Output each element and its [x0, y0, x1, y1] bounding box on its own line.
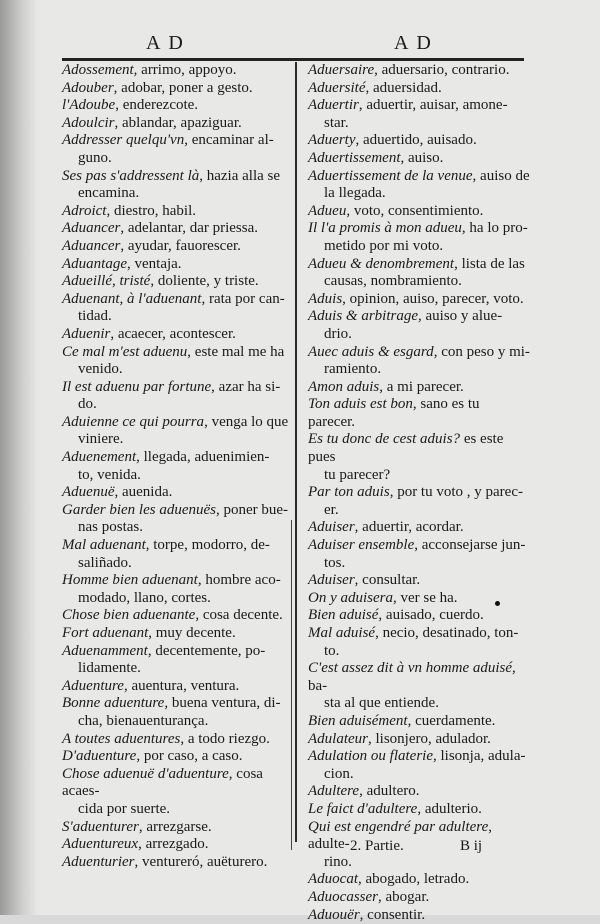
dictionary-entry — [62, 168, 294, 203]
dictionary-entry — [308, 801, 530, 819]
entry-definition: , arrezgarse. — [139, 819, 212, 835]
entry-continuation: cha, bienauenturança. — [62, 713, 294, 731]
dictionary-entry — [308, 519, 530, 537]
dictionary-entry — [62, 344, 294, 379]
dictionary-entry — [62, 643, 294, 678]
entry-continuation: cida por suerte. — [62, 801, 294, 819]
entry-headword: Aduerty — [308, 132, 355, 148]
entry-headword: Il est aduenu par fortune — [62, 379, 211, 395]
entry-definition: , abogado, letrado. — [358, 871, 469, 887]
entry-continuation: do. — [62, 396, 294, 414]
entry-headword: Chose aduenuë d'aduenture — [62, 766, 229, 782]
entry-headword: Aduenamment — [62, 643, 148, 659]
dictionary-entry — [308, 537, 530, 572]
entry-definition: , aduersidad. — [366, 80, 442, 96]
entry-definition: , ventaja. — [127, 256, 182, 272]
entry-continuation: nas postas. — [62, 519, 294, 537]
entry-continuation: viniere. — [62, 431, 294, 449]
entry-continuation: modado, llano, cortes. — [62, 590, 294, 608]
entry-headword: Aduenir — [62, 326, 110, 342]
dictionary-entry — [62, 203, 294, 221]
entry-definition: , adultero. — [359, 783, 419, 799]
dictionary-entry — [308, 291, 530, 309]
entry-definition: , cuerdamente. — [408, 713, 496, 729]
dictionary-entry — [308, 871, 530, 889]
column-divider — [295, 62, 297, 842]
dictionary-entry — [308, 379, 530, 397]
entry-definition: , necio, desatinado, ton- — [375, 625, 518, 641]
dictionary-entry — [308, 713, 530, 731]
entry-headword: A toutes aduentures — [62, 731, 180, 747]
entry-continuation: tidad. — [62, 308, 294, 326]
left-column — [62, 62, 294, 871]
header-right: A D — [394, 32, 433, 55]
entry-definition: , hazia alla se — [199, 168, 280, 184]
entry-continuation: encamina. — [62, 185, 294, 203]
dictionary-entry — [62, 678, 294, 696]
entry-definition: , adulterio. — [417, 801, 482, 817]
dictionary-entry — [62, 326, 294, 344]
dictionary-entry — [308, 256, 530, 291]
right-column — [308, 62, 530, 924]
dictionary-entry — [62, 537, 294, 572]
entry-headword: Aduocasser — [308, 889, 378, 905]
dictionary-entry — [308, 572, 530, 590]
entry-headword: Ses pas s'addressent là — [62, 168, 199, 184]
entry-definition: , aduersario, contrario. — [374, 62, 509, 78]
entry-definition: es este pues — [308, 431, 503, 465]
entry-definition: , acaecer, acontescer. — [110, 326, 236, 342]
entry-headword: Aduertissement de la venue — [308, 168, 473, 184]
entry-definition: , buena ventura, di- — [164, 695, 280, 711]
dictionary-entry — [308, 344, 530, 379]
dictionary-entry — [308, 660, 530, 713]
entry-definition: , decentemente, po- — [148, 643, 265, 659]
dictionary-entry — [308, 220, 530, 255]
entry-definition: , auisado, cuerdo. — [378, 607, 483, 623]
dictionary-entry — [62, 62, 294, 80]
dictionary-entry — [62, 449, 294, 484]
entry-headword: Mal aduisé — [308, 625, 375, 641]
entry-definition: , lista de las — [454, 256, 525, 272]
dictionary-entry — [62, 819, 294, 837]
entry-definition: , auiso de — [473, 168, 530, 184]
entry-headword: Aduertir — [308, 97, 359, 113]
entry-definition: , ablandar, apaziguar. — [115, 115, 242, 131]
dictionary-entry — [308, 203, 530, 221]
dictionary-entry — [308, 97, 530, 132]
dictionary-entry — [62, 731, 294, 749]
dictionary-entry — [308, 431, 530, 484]
entry-headword: Aduenement — [62, 449, 136, 465]
entry-definition: , consultar. — [355, 572, 420, 588]
dictionary-entry — [308, 907, 530, 924]
entry-headword: Es tu donc de cest aduis? — [308, 431, 460, 447]
entry-definition: , rata por can- — [201, 291, 284, 307]
entry-definition: , lisonjero, adulador. — [368, 731, 491, 747]
dictionary-entry — [62, 607, 294, 625]
header-left: A D — [146, 32, 185, 55]
page-gutter-shadow — [0, 0, 38, 915]
entry-continuation: lidamente. — [62, 660, 294, 678]
entry-headword: Aduenture — [62, 678, 124, 694]
entry-definition: , ver se ha. — [393, 590, 458, 606]
entry-definition: , ha lo pro- — [462, 220, 528, 236]
dictionary-entry — [62, 695, 294, 730]
entry-headword: Aduouër — [308, 907, 360, 923]
dictionary-entry — [62, 238, 294, 256]
entry-headword: Fort aduenant — [62, 625, 148, 641]
entry-headword: Le faict d'adultere — [308, 801, 417, 817]
entry-headword: Aduantage — [62, 256, 127, 272]
dictionary-entry — [308, 889, 530, 907]
page-footer — [350, 838, 550, 860]
entry-definition: , sano es tu parecer. — [308, 396, 480, 430]
entry-headword: Aduenuë — [62, 484, 114, 500]
entry-definition: , voto, consentimiento. — [346, 203, 483, 219]
entry-headword: Ton aduis est bon — [308, 396, 413, 412]
entry-definition: , ventureró, auëturero. — [135, 854, 268, 870]
entry-headword: Adossement — [62, 62, 134, 78]
entry-headword: Bien aduisément — [308, 713, 408, 729]
dictionary-entry — [308, 748, 530, 783]
entry-continuation: la llegada. — [308, 185, 530, 203]
dictionary-entry — [62, 256, 294, 274]
entry-headword: Aduienne ce qui pourra — [62, 414, 204, 430]
entry-continuation: cion. — [308, 766, 530, 784]
entry-headword: Chose bien aduenante — [62, 607, 195, 623]
dictionary-entry — [62, 220, 294, 238]
dictionary-entry — [308, 80, 530, 98]
entry-headword: Aduis & arbitrage — [308, 308, 418, 324]
entry-headword: Aduiser — [308, 572, 355, 588]
entry-definition: , opinion, auiso, parecer, voto. — [342, 291, 523, 307]
entry-continuation: causas, nombramiento. — [308, 273, 530, 291]
entry-headword: Bonne aduenture — [62, 695, 164, 711]
dictionary-entry — [308, 484, 530, 519]
entry-definition: , aduertir, auisar, amone- — [359, 97, 508, 113]
dictionary-entry — [62, 97, 294, 115]
entry-definition: , poner bue- — [216, 502, 288, 518]
entry-headword: Adoulcir — [62, 115, 115, 131]
dictionary-entry — [308, 150, 530, 168]
dictionary-entry — [62, 854, 294, 872]
entry-headword: Adultere — [308, 783, 359, 799]
dictionary-entry — [62, 379, 294, 414]
dictionary-entry — [308, 783, 530, 801]
dictionary-entry — [308, 607, 530, 625]
entry-headword: Auec aduis & esgard — [308, 344, 434, 360]
entry-continuation: tos. — [308, 555, 530, 573]
running-header — [62, 30, 520, 60]
entry-headword: Par ton aduis — [308, 484, 390, 500]
entry-definition: , arrezgado. — [138, 836, 208, 852]
dictionary-entry — [62, 80, 294, 98]
dictionary-entry — [62, 625, 294, 643]
entry-definition: , diestro, habil. — [106, 203, 196, 219]
entry-headword: Mal aduenant — [62, 537, 146, 553]
entry-headword: D'aduenture — [62, 748, 136, 764]
dictionary-entry — [308, 132, 530, 150]
entry-continuation: tu parecer? — [308, 467, 530, 485]
entry-continuation: sta al que entiende. — [308, 695, 530, 713]
entry-definition: , venga lo que — [204, 414, 288, 430]
entry-definition: , enderezcote. — [115, 97, 198, 113]
entry-headword: Adouber — [62, 80, 114, 96]
entry-headword: Aduis — [308, 291, 342, 307]
ink-speck — [495, 601, 500, 606]
entry-definition: , adelantar, dar priessa. — [120, 220, 258, 236]
entry-headword: Amon aduis — [308, 379, 379, 395]
entry-continuation: rino. — [308, 854, 530, 872]
dictionary-entry — [308, 168, 530, 203]
entry-headword: Adulateur — [308, 731, 368, 747]
entry-headword: Aduenturier — [62, 854, 135, 870]
dictionary-entry — [308, 731, 530, 749]
entry-headword: Qui est engendré par adultere — [308, 819, 488, 835]
dictionary-entry — [62, 484, 294, 502]
footer-signature: B ij — [460, 838, 482, 855]
entry-continuation: saliñado. — [62, 555, 294, 573]
entry-definition: , ayudar, fauorescer. — [120, 238, 241, 254]
entry-definition: , azar ha si- — [211, 379, 280, 395]
dictionary-entry — [62, 766, 294, 819]
entry-headword: Aduancer — [62, 220, 120, 236]
entry-headword: Adueillé, tristé — [62, 273, 150, 289]
entry-headword: Addresser quelqu'vn — [62, 132, 184, 148]
dictionary-entry — [62, 414, 294, 449]
entry-headword: Garder bien les aduenuës — [62, 502, 216, 518]
entry-headword: Ce mal m'est aduenu — [62, 344, 187, 360]
entry-definition: , por tu voto , y parec- — [390, 484, 523, 500]
dictionary-entry — [308, 396, 530, 431]
entry-headword: C'est assez dit à vn homme aduisé — [308, 660, 512, 676]
entry-definition: , con peso y mi- — [434, 344, 530, 360]
entry-definition: , acconsejarse jun- — [414, 537, 525, 553]
entry-definition: , aduertido, auisado. — [355, 132, 476, 148]
entry-headword: Aduiser ensemble — [308, 537, 414, 553]
entry-continuation: metido por mi voto. — [308, 238, 530, 256]
entry-headword: Aduentureux — [62, 836, 138, 852]
entry-definition: , torpe, modorro, de- — [146, 537, 270, 553]
entry-headword: Il l'a promis à mon adueu — [308, 220, 462, 236]
entry-continuation: guno. — [62, 150, 294, 168]
entry-headword: Aduocat — [308, 871, 358, 887]
entry-definition: , por caso, a caso. — [136, 748, 242, 764]
entry-definition: , auenida. — [114, 484, 172, 500]
entry-continuation: star. — [308, 115, 530, 133]
dictionary-entry — [62, 572, 294, 607]
entry-headword: Aduancer — [62, 238, 120, 254]
entry-headword: Aduiser — [308, 519, 355, 535]
dictionary-entry — [62, 836, 294, 854]
entry-headword: Adueu — [308, 203, 346, 219]
entry-definition: , aduertir, acordar. — [355, 519, 464, 535]
entry-continuation: er. — [308, 502, 530, 520]
entry-definition: , a todo riezgo. — [180, 731, 270, 747]
entry-definition: , auentura, ventura. — [124, 678, 239, 694]
entry-headword: Adueu & denombrement — [308, 256, 454, 272]
entry-headword: Adulation ou flaterie — [308, 748, 433, 764]
entry-continuation: to. — [308, 643, 530, 661]
entry-definition: , hombre aco- — [198, 572, 281, 588]
entry-definition: , encaminar al- — [184, 132, 274, 148]
entry-definition: , adobar, poner a gesto. — [114, 80, 253, 96]
header-rule — [62, 58, 524, 61]
entry-definition: , este mal me ha — [187, 344, 284, 360]
entry-definition: , cosa decente. — [195, 607, 282, 623]
entry-continuation: to, venida. — [62, 467, 294, 485]
entry-headword: Adroict — [62, 203, 106, 219]
entry-definition: , llegada, aduenimien- — [136, 449, 269, 465]
dictionary-entry — [62, 273, 294, 291]
entry-definition: , auiso y alue- — [418, 308, 502, 324]
entry-headword: Aduertissement — [308, 150, 400, 166]
entry-definition: , lisonja, adula- — [433, 748, 525, 764]
dictionary-entry — [308, 308, 530, 343]
entry-definition: , adulte- — [308, 819, 492, 853]
dictionary-entry — [62, 115, 294, 133]
entry-definition: , abogar. — [378, 889, 429, 905]
entry-continuation: drio. — [308, 326, 530, 344]
entry-definition: , consentir. — [360, 907, 425, 923]
entry-definition: , ba- — [308, 660, 516, 694]
entry-headword: Bien aduisé — [308, 607, 378, 623]
entry-headword: S'aduenturer — [62, 819, 139, 835]
entry-headword: l'Adoube — [62, 97, 115, 113]
dictionary-entry — [308, 62, 530, 80]
dictionary-entry — [62, 132, 294, 167]
entry-definition: , cosa acaes- — [62, 766, 263, 800]
entry-continuation: venido. — [62, 361, 294, 379]
dictionary-entry — [62, 502, 294, 537]
entry-headword: On y aduisera — [308, 590, 393, 606]
entry-headword: Aduenant, à l'aduenant — [62, 291, 201, 307]
dictionary-entry — [308, 625, 530, 660]
entry-headword: Homme bien aduenant — [62, 572, 198, 588]
dictionary-entry — [62, 291, 294, 326]
entry-continuation: ramiento. — [308, 361, 530, 379]
footer-part: 2. Partie. — [350, 838, 404, 855]
entry-definition: , arrimo, appoyo. — [134, 62, 237, 78]
entry-definition: , auiso. — [400, 150, 443, 166]
entry-definition: , muy decente. — [148, 625, 235, 641]
entry-headword: Aduersaire — [308, 62, 374, 78]
entry-definition: , doliente, y triste. — [150, 273, 258, 289]
entry-definition: , a mi parecer. — [379, 379, 464, 395]
dictionary-entry — [62, 748, 294, 766]
entry-headword: Aduersité — [308, 80, 366, 96]
column-divider-secondary — [291, 520, 292, 850]
